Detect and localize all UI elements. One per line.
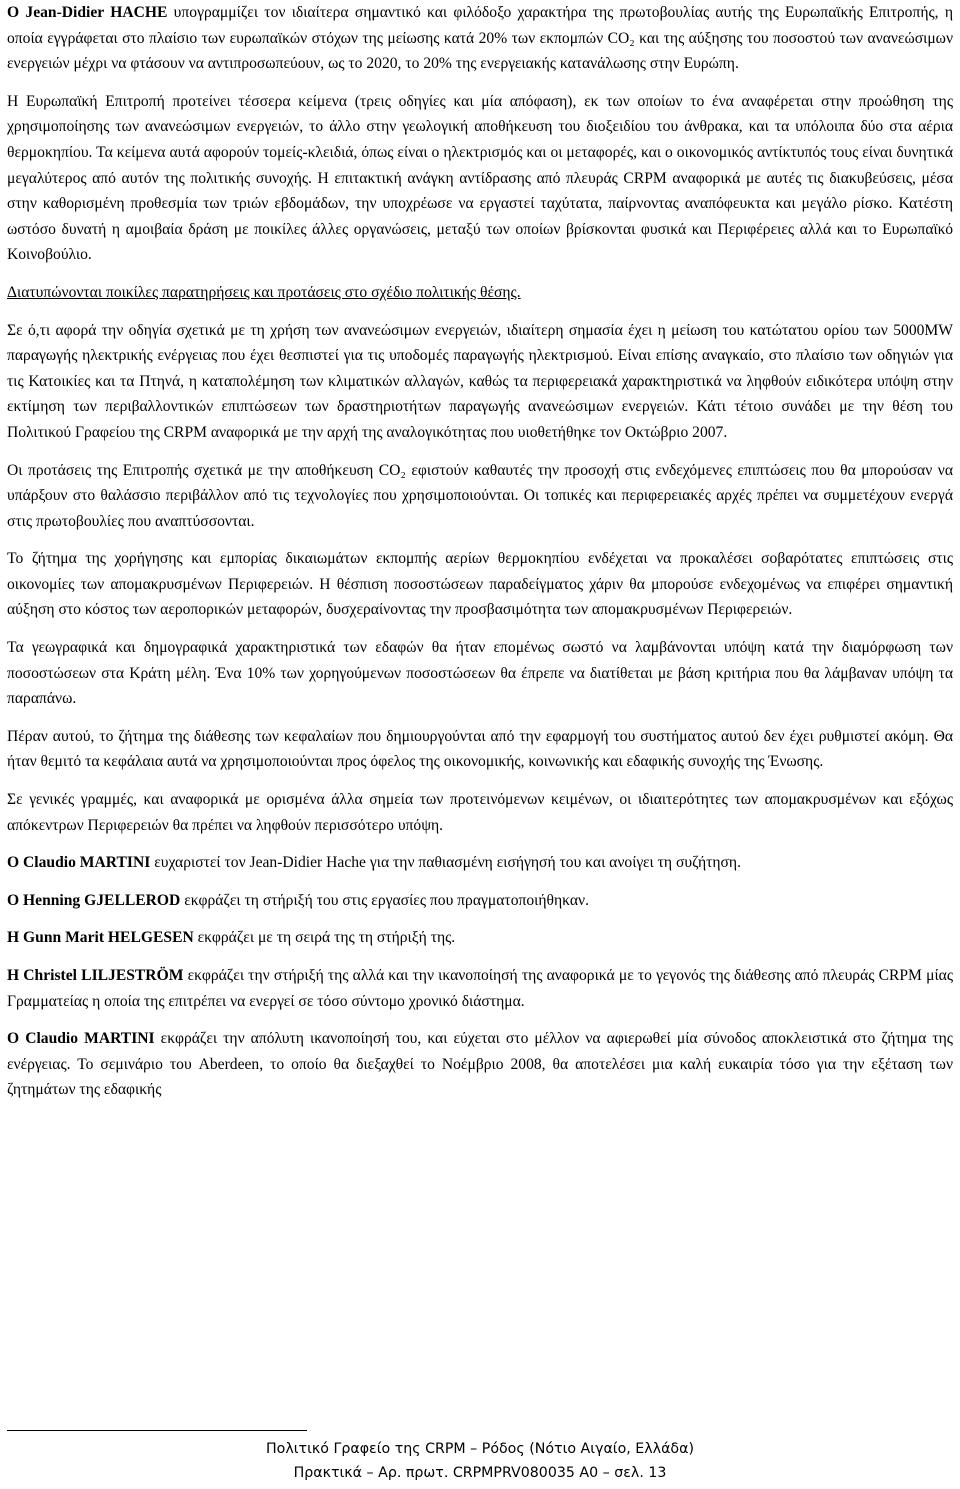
paragraph-gjellerod xyxy=(7,888,953,914)
footer-divider xyxy=(7,1430,307,1431)
paragraph-text: Οι προτάσεις της Επιτροπής σχετικά με την αποθήκευση CO₂ εφιστούν καθαυτές την προσοχή στις ενδεχόμενες επιπτώσεις που θα μπορούσαν να υπάρξουν στο θαλάσσιο περιβάλλον από τις τεχνολογίες που χρησιμοποιούνται. Οι τοπικές και περιφερειακές αρχές πρέπει να συμμετέχουν ενεργά στις πρωτοβουλίες που αναπτύσσονται. xyxy=(7,461,953,530)
paragraph-text: Το ζήτημα της χορήγησης και εμπορίας δικαιωμάτων εκπομπής αερίων θερμοκηπίου ενδέχεται να προκαλέσει σοβαρότατες επιπτώσεις στις οικονομίες των απομακρυσμένων Περιφερειών. Η θέσπιση ποσοστώσεων παραδείγματος χάριν θα μπορούσε ενδεχομένως να επιφέρει σημαντική αύξηση στο κόστος των αεροπορικών μεταφορών, δυσχεραίνοντας την προσβασιμότητα των απομακρυσμένων Περιφερειών. xyxy=(7,550,953,619)
paragraph-text: Σε ό,τι αφορά την οδηγία σχετικά με τη χρήση των ανανεώσιμων ενεργειών, ιδιαίτερη σημασία έχει η μείωση του κατώτατου ορίου των 5000MW παραγωγής ηλεκτρικής ενέργειας που έχει θεσπιστεί για τις υποδομές παραγωγής ηλεκτρισμού. Είναι επίσης αναγκαίο, στο πλαίσιο των οδηγιών για τις Κατοικίες και τα Πτηνά, η καταπολέμηση των κλιματικών αλλαγών, καθώς τα περιφερειακά χαρακτηριστικά να ληφθούν ειδικότερα υπόψη στην εκτίμηση των περιβαλλοντικών επιπτώσεων των δραστηριοτήτων παραγωγής ανανεώσιμων ενεργειών. Κάτι τέτοιο συνάδει με την θέση του Πολιτικού Γραφείου της CRPM αναφορικά με την αρχή της αναλογικότητας που υιοθετήθηκε τον Οκτώβριο 2007. xyxy=(7,321,953,441)
speaker-name: Ο Claudio MARTINI xyxy=(7,854,151,872)
paragraph-martini-thanks xyxy=(7,850,953,876)
speaker-name: Ο Henning GJELLEROD xyxy=(7,891,181,909)
paragraph-text: Η Ευρωπαϊκή Επιτροπή προτείνει τέσσερα κείμενα (τρεις οδηγίες και μία απόφαση), εκ των οποίων το ένα αναφέρεται στην προώθηση της χρησιμοποίησης των ανανεώσιμων ενεργειών, το άλλο στην γεωλογική αποθήκευση του διοξειδίου του άνθρακα, και τα υπόλοιπα δύο στα αέρια θερμοκηπίου. Τα κείμενα αυτά αφορούν τομείς-κλειδιά, όπως είναι ο ηλεκτρισμός και οι μεταφορές, και ο οικονομικός αντίκτυπός τους είναι δυνητικά μεγαλύτερος από αυτόν της πολιτικής συνοχής. Η επιτακτική ανάγκη αντίδρασης από πλευράς CRPM αναφορικά με αυτές τις διακυβεύσεις, μέσα στην καθορισμένη προθεσμία των τριών εβδομάδων, την υποχρέωσε να εργαστεί ταχύτατα, παίρνοντας αναπόφευκτα και μεγάλο ρίσκο. Κατέστη ωστόσο δυνατή η αμοιβαία δράση με ποικίλες άλλες οργανώσεις, μεταξύ των οποίων βρίσκονται φυσικά και Περιφέρειες αλλά και το Ευρωπαϊκό Κοινοβούλιο. xyxy=(7,92,953,264)
speaker-name: Ο Jean-Didier HACHE xyxy=(7,4,168,21)
paragraph-text: εκφράζει την στήριξή της αλλά και την ικανοποίησή της αναφορικά με το γεγονός της διάθεσης από πλευράς CRPM μίας Γραμματείας η οποία της επιτρέπει να ενεργεί σε τόσο σύντομο χρονικό διάστημα. xyxy=(7,967,953,1010)
speaker-name: Ο Claudio MARTINI xyxy=(7,1030,155,1048)
paragraph-commission-proposals xyxy=(7,89,953,268)
paragraph-martini-closing xyxy=(7,1026,953,1103)
paragraph-observations-heading xyxy=(7,280,953,306)
paragraph-text: Διατυπώνονται ποικίλες παρατηρήσεις και προτάσεις στο σχέδιο πολιτικής θέσης. xyxy=(7,283,521,301)
paragraph-text: υπογραμμίζει τον ιδιαίτερα σημαντικό και φιλόδοξο χαρακτήρα της πρωτοβουλίας αυτής της Ευρωπαϊκής Επιτροπής, η οποία εγγράφεται στο πλαίσιο των ευρωπαϊκών στόχων της μείωσης κατά 20% των εκπομπών CO₂ και της αύξησης του ποσοστού των ανανεώσιμων ενεργειών μέχρι να φτάσουν να αντιπροσωπεύουν, ως το 2020, το 20% της ενεργειακής κατανάλωσης στην Ευρώπη. xyxy=(7,4,953,73)
paragraph-funds xyxy=(7,724,953,775)
paragraph-text: εκφράζει την απόλυτη ικανοποίησή του, και εύχεται στο μέλλον να αφιερωθεί μία σύνοδος αποκλειστικά στο ζήτημα της ενέργειας. Το σεμινάριο του Aberdeen, το οποίο θα διεξαχθεί το Νοέμβριο 2008, θα αποτελέσει μια καλή ευκαιρία τόσο για την εξέταση των ζητημάτων της εδαφικής xyxy=(7,1030,953,1099)
paragraph-text: Πέραν αυτού, το ζήτημα της διάθεσης των κεφαλαίων που δημιουργούνται από την εφαρμογή του συστήματος αυτού δεν έχει ρυθμιστεί ακόμη. Θα ήταν θεμιτό τα κεφάλαια αυτά να χρησιμοποιούνται προς όφελος της οικονομικής, κοινωνικής και εδαφικής συνοχής της Ένωσης. xyxy=(7,727,953,771)
paragraph-quotas xyxy=(7,635,953,712)
paragraph-text: Σε γενικές γραμμές, και αναφορικά με ορισμένα άλλα σημεία των προτεινόμενων κειμένων, οι ιδιαιτερότητες των απομακρυσμένων και εξόχως απόκεντρων Περιφερειών θα πρέπει να ληφθούν περισσότερο υπόψη. xyxy=(7,791,953,834)
paragraph-text: ευχαριστεί τον Jean-Didier Hache για την παθιασμένη εισήγησή του και ανοίγει τη συζήτηση. xyxy=(150,854,741,872)
footer-meeting-line: Πολιτικό Γραφείο της CRPM – Ρόδος (Νότιο Αιγαίο, Ελλάδα) xyxy=(266,1441,694,1457)
paragraph-helgesen xyxy=(7,925,953,951)
paragraph-liljestrom xyxy=(7,963,953,1014)
paragraph-text: Τα γεωγραφικά και δημογραφικά χαρακτηριστικά των εδαφών θα ήταν επομένως σωστό να λαμβάνονται υπόψη κατά την διαμόρφωση των ποσοστώσεων στα Κράτη μέλη. Ένα 10% των χορηγούμενων ποσοστώσεων θα έπρεπε να διατίθεται με βάση κριτήρια που θα λάμβαναν υπόψη τα παραπάνω. xyxy=(7,639,953,708)
paragraph-general xyxy=(7,787,953,838)
paragraph-emissions-trading xyxy=(7,546,953,623)
speaker-name: Η Christel LILJESTRÖM xyxy=(7,967,184,984)
paragraph-hache-intro xyxy=(7,0,953,77)
paragraph-renewables-directive xyxy=(7,318,953,446)
paragraph-text: εκφράζει τη στήριξή του στις εργασίες που πραγματοποιήθηκαν. xyxy=(180,891,589,909)
paragraph-co2-storage xyxy=(7,458,953,535)
page-footer xyxy=(0,1437,960,1485)
speaker-name: Η Gunn Marit HELGESEN xyxy=(7,929,194,947)
paragraph-text: εκφράζει με τη σειρά της τη στήριξή της. xyxy=(193,929,456,947)
footer-reference-line: Πρακτικά – Αρ. πρωτ. CRPMPRV080035 A0 – σελ. 13 xyxy=(293,1465,667,1481)
document-body xyxy=(7,0,953,1103)
